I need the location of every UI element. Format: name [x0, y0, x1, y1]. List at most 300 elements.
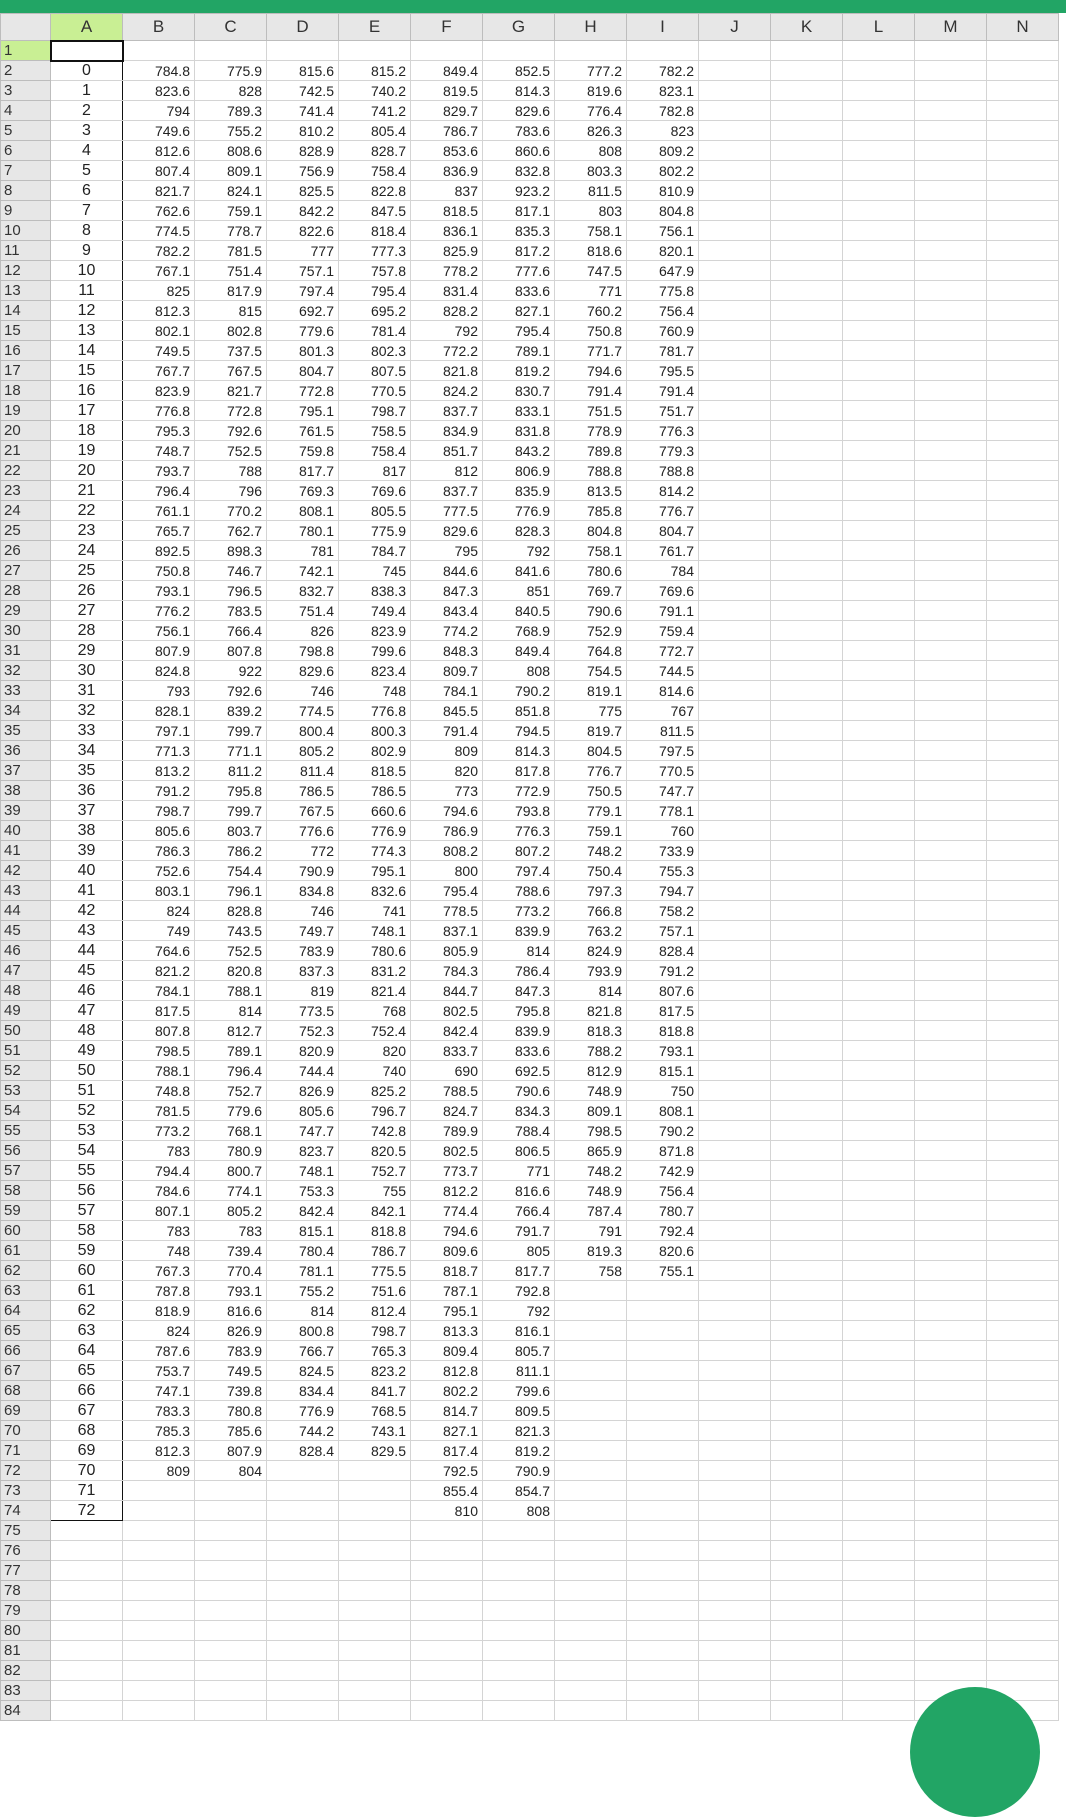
cell-b80[interactable] — [123, 1621, 195, 1641]
cell-k23[interactable] — [771, 481, 843, 501]
cell-g56[interactable]: 806.5 — [483, 1141, 555, 1161]
cell-c17[interactable]: 767.5 — [195, 361, 267, 381]
cell-b7[interactable]: 807.4 — [123, 161, 195, 181]
cell-c64[interactable]: 816.6 — [195, 1301, 267, 1321]
cell-h56[interactable]: 865.9 — [555, 1141, 627, 1161]
cell-f61[interactable]: 809.6 — [411, 1241, 483, 1261]
column-header-b[interactable]: B — [123, 14, 195, 41]
cell-m53[interactable] — [915, 1081, 987, 1101]
cell-h11[interactable]: 818.6 — [555, 241, 627, 261]
cell-f64[interactable]: 795.1 — [411, 1301, 483, 1321]
cell-d20[interactable]: 761.5 — [267, 421, 339, 441]
cell-e8[interactable]: 822.8 — [339, 181, 411, 201]
cell-l83[interactable] — [843, 1681, 915, 1701]
cell-n13[interactable] — [987, 281, 1059, 301]
row-header[interactable]: 51 — [1, 1041, 51, 1061]
cell-d56[interactable]: 823.7 — [267, 1141, 339, 1161]
cell-a55[interactable]: 53 — [51, 1121, 123, 1141]
cell-h84[interactable] — [555, 1701, 627, 1721]
cell-h17[interactable]: 794.6 — [555, 361, 627, 381]
cell-k22[interactable] — [771, 461, 843, 481]
cell-g20[interactable]: 831.8 — [483, 421, 555, 441]
cell-h59[interactable]: 787.4 — [555, 1201, 627, 1221]
cell-g1[interactable] — [483, 41, 555, 61]
cell-l23[interactable] — [843, 481, 915, 501]
cell-l69[interactable] — [843, 1401, 915, 1421]
cell-h68[interactable] — [555, 1381, 627, 1401]
cell-m11[interactable] — [915, 241, 987, 261]
cell-h7[interactable]: 803.3 — [555, 161, 627, 181]
cell-d17[interactable]: 804.7 — [267, 361, 339, 381]
cell-a53[interactable]: 51 — [51, 1081, 123, 1101]
cell-l37[interactable] — [843, 761, 915, 781]
cell-c19[interactable]: 772.8 — [195, 401, 267, 421]
cell-k6[interactable] — [771, 141, 843, 161]
cell-d29[interactable]: 751.4 — [267, 601, 339, 621]
cell-c45[interactable]: 743.5 — [195, 921, 267, 941]
cell-h36[interactable]: 804.5 — [555, 741, 627, 761]
row-header[interactable]: 48 — [1, 981, 51, 1001]
row-header[interactable]: 10 — [1, 221, 51, 241]
cell-b38[interactable]: 791.2 — [123, 781, 195, 801]
cell-n81[interactable] — [987, 1641, 1059, 1661]
cell-k69[interactable] — [771, 1401, 843, 1421]
cell-a71[interactable]: 69 — [51, 1441, 123, 1461]
cell-m14[interactable] — [915, 301, 987, 321]
cell-i82[interactable] — [627, 1661, 699, 1681]
cell-i74[interactable] — [627, 1501, 699, 1521]
cell-l10[interactable] — [843, 221, 915, 241]
cell-f70[interactable]: 827.1 — [411, 1421, 483, 1441]
cell-k57[interactable] — [771, 1161, 843, 1181]
cell-n1[interactable] — [987, 41, 1059, 61]
cell-e55[interactable]: 742.8 — [339, 1121, 411, 1141]
cell-c47[interactable]: 820.8 — [195, 961, 267, 981]
cell-g49[interactable]: 795.8 — [483, 1001, 555, 1021]
row-header[interactable]: 63 — [1, 1281, 51, 1301]
cell-l6[interactable] — [843, 141, 915, 161]
cell-f32[interactable]: 809.7 — [411, 661, 483, 681]
cell-k47[interactable] — [771, 961, 843, 981]
cell-k43[interactable] — [771, 881, 843, 901]
cell-d81[interactable] — [267, 1641, 339, 1661]
row-header[interactable]: 20 — [1, 421, 51, 441]
cell-g51[interactable]: 833.6 — [483, 1041, 555, 1061]
cell-l19[interactable] — [843, 401, 915, 421]
cell-h70[interactable] — [555, 1421, 627, 1441]
cell-b24[interactable]: 761.1 — [123, 501, 195, 521]
cell-e3[interactable]: 740.2 — [339, 81, 411, 101]
cell-c35[interactable]: 799.7 — [195, 721, 267, 741]
cell-l49[interactable] — [843, 1001, 915, 1021]
cell-c52[interactable]: 796.4 — [195, 1061, 267, 1081]
cell-c30[interactable]: 766.4 — [195, 621, 267, 641]
cell-c83[interactable] — [195, 1681, 267, 1701]
cell-h26[interactable]: 758.1 — [555, 541, 627, 561]
cell-h69[interactable] — [555, 1401, 627, 1421]
cell-d45[interactable]: 749.7 — [267, 921, 339, 941]
cell-j57[interactable] — [699, 1161, 771, 1181]
cell-e14[interactable]: 695.2 — [339, 301, 411, 321]
cell-n74[interactable] — [987, 1501, 1059, 1521]
cell-l43[interactable] — [843, 881, 915, 901]
cell-i44[interactable]: 758.2 — [627, 901, 699, 921]
cell-g61[interactable]: 805 — [483, 1241, 555, 1261]
cell-m46[interactable] — [915, 941, 987, 961]
cell-n79[interactable] — [987, 1601, 1059, 1621]
row-header[interactable]: 61 — [1, 1241, 51, 1261]
cell-d76[interactable] — [267, 1541, 339, 1561]
cell-k14[interactable] — [771, 301, 843, 321]
cell-i60[interactable]: 792.4 — [627, 1221, 699, 1241]
cell-k59[interactable] — [771, 1201, 843, 1221]
cell-e58[interactable]: 755 — [339, 1181, 411, 1201]
cell-i62[interactable]: 755.1 — [627, 1261, 699, 1281]
cell-g21[interactable]: 843.2 — [483, 441, 555, 461]
cell-j77[interactable] — [699, 1561, 771, 1581]
cell-f9[interactable]: 818.5 — [411, 201, 483, 221]
cell-e12[interactable]: 757.8 — [339, 261, 411, 281]
cell-l44[interactable] — [843, 901, 915, 921]
cell-n46[interactable] — [987, 941, 1059, 961]
cell-a69[interactable]: 67 — [51, 1401, 123, 1421]
cell-e2[interactable]: 815.2 — [339, 61, 411, 81]
cell-k77[interactable] — [771, 1561, 843, 1581]
cell-g29[interactable]: 840.5 — [483, 601, 555, 621]
cell-h44[interactable]: 766.8 — [555, 901, 627, 921]
cell-l57[interactable] — [843, 1161, 915, 1181]
cell-h28[interactable]: 769.7 — [555, 581, 627, 601]
cell-h15[interactable]: 750.8 — [555, 321, 627, 341]
cell-a34[interactable]: 32 — [51, 701, 123, 721]
cell-d39[interactable]: 767.5 — [267, 801, 339, 821]
cell-i24[interactable]: 776.7 — [627, 501, 699, 521]
cell-k15[interactable] — [771, 321, 843, 341]
cell-f68[interactable]: 802.2 — [411, 1381, 483, 1401]
cell-b33[interactable]: 793 — [123, 681, 195, 701]
cell-n22[interactable] — [987, 461, 1059, 481]
cell-e54[interactable]: 796.7 — [339, 1101, 411, 1121]
cell-g31[interactable]: 849.4 — [483, 641, 555, 661]
cell-f58[interactable]: 812.2 — [411, 1181, 483, 1201]
cell-i13[interactable]: 775.8 — [627, 281, 699, 301]
cell-n42[interactable] — [987, 861, 1059, 881]
cell-l24[interactable] — [843, 501, 915, 521]
cell-k12[interactable] — [771, 261, 843, 281]
cell-a49[interactable]: 47 — [51, 1001, 123, 1021]
cell-a32[interactable]: 30 — [51, 661, 123, 681]
cell-h50[interactable]: 818.3 — [555, 1021, 627, 1041]
cell-h63[interactable] — [555, 1281, 627, 1301]
cell-h27[interactable]: 780.6 — [555, 561, 627, 581]
cell-l15[interactable] — [843, 321, 915, 341]
cell-b5[interactable]: 749.6 — [123, 121, 195, 141]
cell-b62[interactable]: 767.3 — [123, 1261, 195, 1281]
cell-m36[interactable] — [915, 741, 987, 761]
row-header[interactable]: 56 — [1, 1141, 51, 1161]
cell-b37[interactable]: 813.2 — [123, 761, 195, 781]
cell-b12[interactable]: 767.1 — [123, 261, 195, 281]
cell-f56[interactable]: 802.5 — [411, 1141, 483, 1161]
cell-d75[interactable] — [267, 1521, 339, 1541]
cell-n25[interactable] — [987, 521, 1059, 541]
cell-n62[interactable] — [987, 1261, 1059, 1281]
cell-e27[interactable]: 745 — [339, 561, 411, 581]
cell-a27[interactable]: 25 — [51, 561, 123, 581]
cell-l38[interactable] — [843, 781, 915, 801]
cell-j55[interactable] — [699, 1121, 771, 1141]
cell-g76[interactable] — [483, 1541, 555, 1561]
cell-c6[interactable]: 808.6 — [195, 141, 267, 161]
cell-n69[interactable] — [987, 1401, 1059, 1421]
cell-g84[interactable] — [483, 1701, 555, 1721]
cell-f35[interactable]: 791.4 — [411, 721, 483, 741]
cell-c59[interactable]: 805.2 — [195, 1201, 267, 1221]
cell-e25[interactable]: 775.9 — [339, 521, 411, 541]
cell-k9[interactable] — [771, 201, 843, 221]
cell-h52[interactable]: 812.9 — [555, 1061, 627, 1081]
cell-f53[interactable]: 788.5 — [411, 1081, 483, 1101]
cell-k58[interactable] — [771, 1181, 843, 1201]
cell-b79[interactable] — [123, 1601, 195, 1621]
cell-e17[interactable]: 807.5 — [339, 361, 411, 381]
cell-b43[interactable]: 803.1 — [123, 881, 195, 901]
cell-j80[interactable] — [699, 1621, 771, 1641]
cell-g60[interactable]: 791.7 — [483, 1221, 555, 1241]
cell-c2[interactable]: 775.9 — [195, 61, 267, 81]
cell-c21[interactable]: 752.5 — [195, 441, 267, 461]
cell-b46[interactable]: 764.6 — [123, 941, 195, 961]
cell-n15[interactable] — [987, 321, 1059, 341]
cell-h46[interactable]: 824.9 — [555, 941, 627, 961]
cell-e36[interactable]: 802.9 — [339, 741, 411, 761]
cell-d36[interactable]: 805.2 — [267, 741, 339, 761]
cell-e57[interactable]: 752.7 — [339, 1161, 411, 1181]
cell-g2[interactable]: 852.5 — [483, 61, 555, 81]
cell-j68[interactable] — [699, 1381, 771, 1401]
cell-f72[interactable]: 792.5 — [411, 1461, 483, 1481]
cell-j69[interactable] — [699, 1401, 771, 1421]
cell-c27[interactable]: 746.7 — [195, 561, 267, 581]
cell-b10[interactable]: 774.5 — [123, 221, 195, 241]
cell-a57[interactable]: 55 — [51, 1161, 123, 1181]
cell-g18[interactable]: 830.7 — [483, 381, 555, 401]
cell-b73[interactable] — [123, 1481, 195, 1501]
cell-d41[interactable]: 772 — [267, 841, 339, 861]
cell-n38[interactable] — [987, 781, 1059, 801]
cell-i79[interactable] — [627, 1601, 699, 1621]
cell-l36[interactable] — [843, 741, 915, 761]
cell-c62[interactable]: 770.4 — [195, 1261, 267, 1281]
cell-m71[interactable] — [915, 1441, 987, 1461]
cell-m55[interactable] — [915, 1121, 987, 1141]
cell-i48[interactable]: 807.6 — [627, 981, 699, 1001]
cell-n44[interactable] — [987, 901, 1059, 921]
cell-b41[interactable]: 786.3 — [123, 841, 195, 861]
cell-b72[interactable]: 809 — [123, 1461, 195, 1481]
cell-d62[interactable]: 781.1 — [267, 1261, 339, 1281]
cell-f49[interactable]: 802.5 — [411, 1001, 483, 1021]
cell-a11[interactable]: 9 — [51, 241, 123, 261]
row-header[interactable]: 15 — [1, 321, 51, 341]
cell-m63[interactable] — [915, 1281, 987, 1301]
cell-j58[interactable] — [699, 1181, 771, 1201]
cell-e33[interactable]: 748 — [339, 681, 411, 701]
cell-k65[interactable] — [771, 1321, 843, 1341]
cell-n23[interactable] — [987, 481, 1059, 501]
cell-n6[interactable] — [987, 141, 1059, 161]
cell-i59[interactable]: 780.7 — [627, 1201, 699, 1221]
cell-d79[interactable] — [267, 1601, 339, 1621]
cell-f81[interactable] — [411, 1641, 483, 1661]
cell-n50[interactable] — [987, 1021, 1059, 1041]
row-header[interactable]: 2 — [1, 61, 51, 81]
cell-f44[interactable]: 778.5 — [411, 901, 483, 921]
cell-d52[interactable]: 744.4 — [267, 1061, 339, 1081]
cell-n7[interactable] — [987, 161, 1059, 181]
cell-n65[interactable] — [987, 1321, 1059, 1341]
cell-d6[interactable]: 828.9 — [267, 141, 339, 161]
cell-l12[interactable] — [843, 261, 915, 281]
cell-h29[interactable]: 790.6 — [555, 601, 627, 621]
cell-i1[interactable] — [627, 41, 699, 61]
cell-d58[interactable]: 753.3 — [267, 1181, 339, 1201]
row-header[interactable]: 17 — [1, 361, 51, 381]
cell-c33[interactable]: 792.6 — [195, 681, 267, 701]
cell-h79[interactable] — [555, 1601, 627, 1621]
cell-i56[interactable]: 871.8 — [627, 1141, 699, 1161]
column-header-j[interactable]: J — [699, 14, 771, 41]
cell-e61[interactable]: 786.7 — [339, 1241, 411, 1261]
cell-d10[interactable]: 822.6 — [267, 221, 339, 241]
cell-n29[interactable] — [987, 601, 1059, 621]
cell-m51[interactable] — [915, 1041, 987, 1061]
cell-c80[interactable] — [195, 1621, 267, 1641]
cell-j83[interactable] — [699, 1681, 771, 1701]
row-header[interactable]: 35 — [1, 721, 51, 741]
cell-j48[interactable] — [699, 981, 771, 1001]
cell-i72[interactable] — [627, 1461, 699, 1481]
cell-b18[interactable]: 823.9 — [123, 381, 195, 401]
cell-i73[interactable] — [627, 1481, 699, 1501]
cell-g58[interactable]: 816.6 — [483, 1181, 555, 1201]
cell-b77[interactable] — [123, 1561, 195, 1581]
cell-j42[interactable] — [699, 861, 771, 881]
cell-c43[interactable]: 796.1 — [195, 881, 267, 901]
cell-h75[interactable] — [555, 1521, 627, 1541]
cell-f6[interactable]: 853.6 — [411, 141, 483, 161]
cell-g46[interactable]: 814 — [483, 941, 555, 961]
cell-h22[interactable]: 788.8 — [555, 461, 627, 481]
cell-f67[interactable]: 812.8 — [411, 1361, 483, 1381]
cell-m66[interactable] — [915, 1341, 987, 1361]
cell-j62[interactable] — [699, 1261, 771, 1281]
cell-l8[interactable] — [843, 181, 915, 201]
cell-k71[interactable] — [771, 1441, 843, 1461]
cell-f23[interactable]: 837.7 — [411, 481, 483, 501]
cell-b36[interactable]: 771.3 — [123, 741, 195, 761]
cell-c34[interactable]: 839.2 — [195, 701, 267, 721]
row-header[interactable]: 73 — [1, 1481, 51, 1501]
cell-f74[interactable]: 810 — [411, 1501, 483, 1521]
cell-m2[interactable] — [915, 61, 987, 81]
cell-g5[interactable]: 783.6 — [483, 121, 555, 141]
cell-i81[interactable] — [627, 1641, 699, 1661]
cell-i69[interactable] — [627, 1401, 699, 1421]
cell-l40[interactable] — [843, 821, 915, 841]
cell-f55[interactable]: 789.9 — [411, 1121, 483, 1141]
cell-b82[interactable] — [123, 1661, 195, 1681]
cell-k78[interactable] — [771, 1581, 843, 1601]
cell-a54[interactable]: 52 — [51, 1101, 123, 1121]
cell-h51[interactable]: 788.2 — [555, 1041, 627, 1061]
row-header[interactable]: 8 — [1, 181, 51, 201]
cell-e56[interactable]: 820.5 — [339, 1141, 411, 1161]
cell-g69[interactable]: 809.5 — [483, 1401, 555, 1421]
row-header[interactable]: 29 — [1, 601, 51, 621]
cell-g10[interactable]: 835.3 — [483, 221, 555, 241]
cell-j41[interactable] — [699, 841, 771, 861]
cell-b14[interactable]: 812.3 — [123, 301, 195, 321]
cell-k72[interactable] — [771, 1461, 843, 1481]
cell-f17[interactable]: 821.8 — [411, 361, 483, 381]
cell-g22[interactable]: 806.9 — [483, 461, 555, 481]
row-header[interactable]: 62 — [1, 1261, 51, 1281]
cell-c71[interactable]: 807.9 — [195, 1441, 267, 1461]
cell-l2[interactable] — [843, 61, 915, 81]
cell-e51[interactable]: 820 — [339, 1041, 411, 1061]
row-header[interactable]: 38 — [1, 781, 51, 801]
cell-n47[interactable] — [987, 961, 1059, 981]
cell-d53[interactable]: 826.9 — [267, 1081, 339, 1101]
cell-k40[interactable] — [771, 821, 843, 841]
row-header[interactable]: 75 — [1, 1521, 51, 1541]
cell-n19[interactable] — [987, 401, 1059, 421]
cell-b44[interactable]: 824 — [123, 901, 195, 921]
cell-j22[interactable] — [699, 461, 771, 481]
cell-g70[interactable]: 821.3 — [483, 1421, 555, 1441]
cell-d14[interactable]: 692.7 — [267, 301, 339, 321]
cell-l47[interactable] — [843, 961, 915, 981]
cell-e39[interactable]: 660.6 — [339, 801, 411, 821]
cell-d78[interactable] — [267, 1581, 339, 1601]
cell-h38[interactable]: 750.5 — [555, 781, 627, 801]
cell-f45[interactable]: 837.1 — [411, 921, 483, 941]
cell-m40[interactable] — [915, 821, 987, 841]
cell-b52[interactable]: 788.1 — [123, 1061, 195, 1081]
cell-h47[interactable]: 793.9 — [555, 961, 627, 981]
cell-i5[interactable]: 823 — [627, 121, 699, 141]
cell-b39[interactable]: 798.7 — [123, 801, 195, 821]
cell-n78[interactable] — [987, 1581, 1059, 1601]
cell-m72[interactable] — [915, 1461, 987, 1481]
cell-n36[interactable] — [987, 741, 1059, 761]
cell-a52[interactable]: 50 — [51, 1061, 123, 1081]
cell-n10[interactable] — [987, 221, 1059, 241]
cell-m9[interactable] — [915, 201, 987, 221]
cell-m12[interactable] — [915, 261, 987, 281]
cell-g72[interactable]: 790.9 — [483, 1461, 555, 1481]
cell-i29[interactable]: 791.1 — [627, 601, 699, 621]
cell-l71[interactable] — [843, 1441, 915, 1461]
cell-j60[interactable] — [699, 1221, 771, 1241]
cell-e74[interactable] — [339, 1501, 411, 1521]
cell-a60[interactable]: 58 — [51, 1221, 123, 1241]
cell-i22[interactable]: 788.8 — [627, 461, 699, 481]
cell-c81[interactable] — [195, 1641, 267, 1661]
cell-b11[interactable]: 782.2 — [123, 241, 195, 261]
cell-j43[interactable] — [699, 881, 771, 901]
